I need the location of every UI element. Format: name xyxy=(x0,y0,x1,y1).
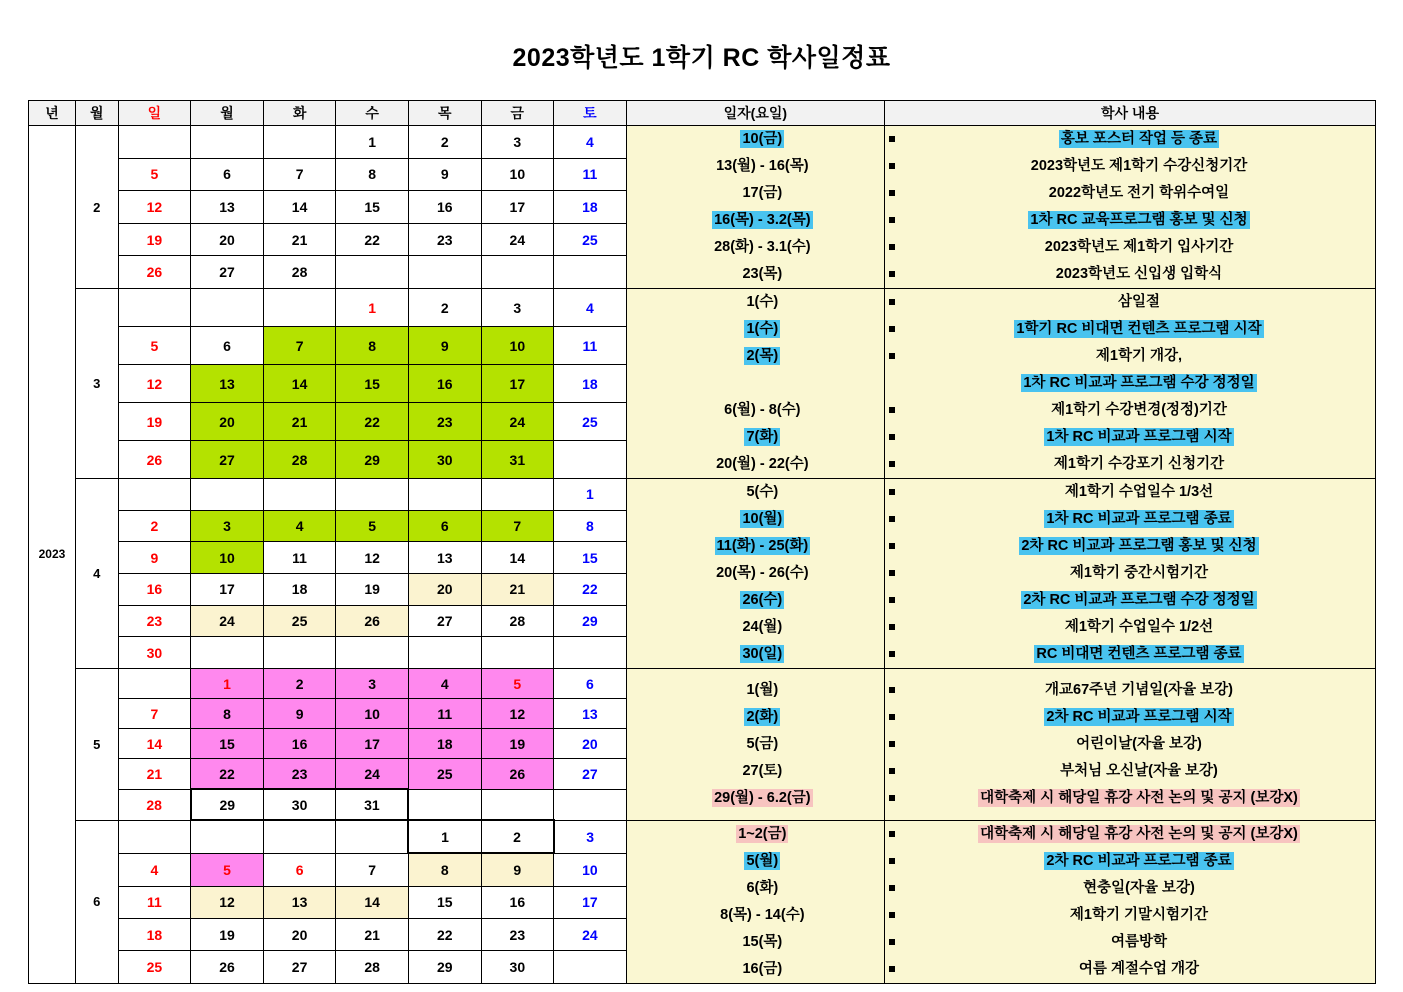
day-cell xyxy=(408,256,481,289)
content-item: 2차 RC 비교과 프로그램 수강 정정일 xyxy=(885,587,1375,614)
day-cell: 15 xyxy=(336,365,409,403)
day-cell: 3 xyxy=(554,820,627,853)
day-cell: 15 xyxy=(191,729,264,759)
day-cell: 7 xyxy=(481,510,554,542)
day-cell: 29 xyxy=(554,605,627,637)
day-cell: 23 xyxy=(263,759,336,790)
day-cell: 21 xyxy=(263,223,336,256)
day-cell: 8 xyxy=(408,853,481,886)
month-cell-4: 4 xyxy=(75,479,118,669)
day-cell xyxy=(554,441,627,479)
date-pane-6 xyxy=(626,820,884,983)
day-cell xyxy=(191,289,264,327)
day-cell: 10 xyxy=(481,327,554,365)
day-cell: 20 xyxy=(191,403,264,441)
day-cell xyxy=(263,126,336,159)
day-cell: 12 xyxy=(336,542,409,574)
day-cell xyxy=(263,820,336,853)
date-pane-3 xyxy=(626,289,884,479)
content-item: 현충일(자율 보강) xyxy=(885,875,1375,902)
day-cell: 18 xyxy=(554,365,627,403)
day-cell: 23 xyxy=(481,918,554,950)
day-cell: 4 xyxy=(408,669,481,699)
content-item: 2023학년도 제1학기 입사기간 xyxy=(885,234,1375,261)
day-cell: 6 xyxy=(263,853,336,886)
day-cell: 27 xyxy=(554,759,627,790)
day-cell: 7 xyxy=(336,853,409,886)
header-friday: 금 xyxy=(481,101,554,126)
day-cell: 2 xyxy=(481,820,554,853)
day-cell: 27 xyxy=(408,605,481,637)
content-item: 제1학기 중간시험기간 xyxy=(885,560,1375,587)
day-cell: 30 xyxy=(263,789,336,820)
content-item: RC 비대면 컨텐츠 프로그램 종료 xyxy=(885,641,1375,668)
day-cell: 8 xyxy=(554,510,627,542)
day-cell: 15 xyxy=(554,542,627,574)
date-item: 1(수) xyxy=(746,294,779,310)
content-item: 2차 RC 비교과 프로그램 시작 xyxy=(885,704,1375,731)
content-item: 2022학년도 전기 학위수여일 xyxy=(885,180,1375,207)
content-item: 2023학년도 신입생 입학식 xyxy=(885,261,1375,288)
day-cell xyxy=(481,256,554,289)
content-item: 삼일절 xyxy=(885,289,1375,316)
date-item: 27(토) xyxy=(742,762,783,779)
table-row xyxy=(29,126,1376,159)
day-cell: 9 xyxy=(408,327,481,365)
content-item: 1차 RC 비교과 프로그램 시작 xyxy=(885,424,1375,451)
day-cell xyxy=(336,820,409,853)
day-cell: 16 xyxy=(118,573,191,605)
content-item: 1차 RC 비교과 프로그램 수강 정정일 xyxy=(1023,375,1255,391)
day-cell xyxy=(554,637,627,669)
day-cell: 18 xyxy=(118,918,191,950)
day-cell: 24 xyxy=(481,223,554,256)
day-cell: 13 xyxy=(263,886,336,918)
content-pane-3 xyxy=(884,289,1375,479)
date-item: 5(금) xyxy=(746,735,779,752)
day-cell: 23 xyxy=(118,605,191,637)
day-cell: 4 xyxy=(118,853,191,886)
day-cell: 27 xyxy=(263,951,336,983)
day-cell: 14 xyxy=(336,886,409,918)
day-cell xyxy=(191,637,264,669)
day-cell: 28 xyxy=(118,789,191,820)
date-item: 2(화) xyxy=(746,708,779,725)
date-item: 5(수) xyxy=(746,484,779,500)
header-tuesday: 화 xyxy=(263,101,336,126)
day-cell: 5 xyxy=(481,669,554,699)
day-cell: 6 xyxy=(554,669,627,699)
day-cell: 2 xyxy=(408,289,481,327)
year-cell: 2023 xyxy=(29,126,76,984)
date-item: 24(월) xyxy=(742,619,783,635)
day-cell: 30 xyxy=(481,951,554,983)
day-cell: 20 xyxy=(263,918,336,950)
day-cell: 11 xyxy=(554,158,627,191)
header-year: 년 xyxy=(29,101,76,126)
date-item: 6(화) xyxy=(746,879,779,896)
day-cell: 28 xyxy=(263,256,336,289)
day-cell: 30 xyxy=(408,441,481,479)
content-item: 홍보 포스터 작업 등 종료 xyxy=(885,126,1375,153)
date-item: 15(목) xyxy=(742,933,783,950)
day-cell: 16 xyxy=(408,365,481,403)
day-cell: 31 xyxy=(481,441,554,479)
content-item: 여름 계절수업 개강 xyxy=(885,956,1375,983)
day-cell: 23 xyxy=(408,403,481,441)
day-cell: 25 xyxy=(408,759,481,790)
day-cell: 3 xyxy=(336,669,409,699)
header-saturday: 토 xyxy=(554,101,627,126)
day-cell xyxy=(554,789,627,820)
header-wednesday: 수 xyxy=(336,101,409,126)
date-pane-5 xyxy=(626,669,884,821)
date-item: 2(목) xyxy=(746,348,779,364)
content-item: 대학축제 시 해당일 휴강 사전 논의 및 공지 (보강X) xyxy=(885,785,1375,812)
page-title: 2023학년도 1학기 RC 학사일정표 xyxy=(512,44,891,72)
day-cell xyxy=(336,479,409,511)
content-item: 제1학기 수업일수 1/3선 xyxy=(885,479,1375,506)
day-cell: 9 xyxy=(481,853,554,886)
day-cell: 16 xyxy=(263,729,336,759)
day-cell: 31 xyxy=(336,789,409,820)
date-item: 10(월) xyxy=(742,511,783,527)
day-cell: 18 xyxy=(263,573,336,605)
day-cell xyxy=(408,479,481,511)
date-item: 8(목) - 14(수) xyxy=(720,906,805,923)
content-item: 제1학기 수업일수 1/2선 xyxy=(885,614,1375,641)
content-item: 부처님 오신날(자율 보강) xyxy=(885,758,1375,785)
day-cell xyxy=(118,820,191,853)
date-item: 1(월) xyxy=(746,681,779,698)
day-cell xyxy=(481,637,554,669)
content-item: 제1학기 수강포기 신청기간 xyxy=(885,451,1375,478)
content-item: 1차 RC 교육프로그램 홍보 및 신청 xyxy=(885,207,1375,234)
academic-calendar-table xyxy=(28,100,1376,984)
day-cell xyxy=(263,289,336,327)
day-cell xyxy=(336,256,409,289)
day-cell: 14 xyxy=(118,729,191,759)
day-cell: 29 xyxy=(336,441,409,479)
date-item: 5(월) xyxy=(746,852,779,869)
day-cell: 4 xyxy=(554,289,627,327)
day-cell: 20 xyxy=(408,573,481,605)
date-item: 17(금) xyxy=(742,185,783,201)
day-cell: 14 xyxy=(263,191,336,224)
day-cell: 10 xyxy=(191,542,264,574)
day-cell: 13 xyxy=(554,699,627,729)
day-cell: 8 xyxy=(191,699,264,729)
day-cell xyxy=(408,789,481,820)
day-cell: 21 xyxy=(336,918,409,950)
day-cell: 9 xyxy=(408,158,481,191)
day-cell xyxy=(191,820,264,853)
day-cell: 11 xyxy=(408,699,481,729)
day-cell: 11 xyxy=(554,327,627,365)
day-cell: 20 xyxy=(191,223,264,256)
day-cell: 22 xyxy=(554,573,627,605)
day-cell: 16 xyxy=(481,886,554,918)
day-cell xyxy=(191,126,264,159)
day-cell: 5 xyxy=(336,510,409,542)
date-item: 7(화) xyxy=(746,429,779,445)
day-cell: 26 xyxy=(336,605,409,637)
day-cell: 19 xyxy=(336,573,409,605)
day-cell: 22 xyxy=(191,759,264,790)
day-cell: 13 xyxy=(191,365,264,403)
day-cell: 25 xyxy=(554,403,627,441)
day-cell: 5 xyxy=(118,327,191,365)
month-cell-3: 3 xyxy=(75,289,118,479)
table-row xyxy=(29,289,1376,327)
day-cell: 1 xyxy=(554,479,627,511)
date-item: 26(수) xyxy=(742,592,783,608)
day-cell: 28 xyxy=(481,605,554,637)
content-item: 대학축제 시 해당일 휴강 사전 논의 및 공지 (보강X) xyxy=(885,821,1375,848)
day-cell: 9 xyxy=(118,542,191,574)
day-cell: 2 xyxy=(118,510,191,542)
day-cell: 24 xyxy=(481,403,554,441)
day-cell xyxy=(481,789,554,820)
day-cell: 22 xyxy=(408,918,481,950)
day-cell: 21 xyxy=(118,759,191,790)
day-cell: 19 xyxy=(118,403,191,441)
day-cell: 1 xyxy=(336,289,409,327)
day-cell: 25 xyxy=(263,605,336,637)
content-item: 여름방학 xyxy=(885,929,1375,956)
day-cell: 13 xyxy=(408,542,481,574)
table-row xyxy=(29,479,1376,511)
day-cell: 16 xyxy=(408,191,481,224)
day-cell: 17 xyxy=(191,573,264,605)
day-cell: 8 xyxy=(336,158,409,191)
day-cell: 19 xyxy=(118,223,191,256)
date-item-spacer xyxy=(627,370,884,397)
day-cell: 7 xyxy=(118,699,191,729)
day-cell: 10 xyxy=(481,158,554,191)
header-sunday: 일 xyxy=(118,101,191,126)
content-item: 제1학기 개강, xyxy=(885,343,1375,370)
date-item: 29(월) - 6.2(금) xyxy=(714,789,811,806)
day-cell: 5 xyxy=(191,853,264,886)
date-item: 13(월) - 16(목) xyxy=(716,158,809,174)
date-item: 6(월) - 8(수) xyxy=(724,402,801,418)
content-item: 2023학년도 제1학기 수강신청기간 xyxy=(885,153,1375,180)
content-item: 제1학기 기말시험기간 xyxy=(885,902,1375,929)
day-cell: 12 xyxy=(118,191,191,224)
content-item: 1학기 RC 비대면 컨텐츠 프로그램 시작 xyxy=(885,316,1375,343)
date-item: 23(목) xyxy=(742,266,783,282)
month-cell-6: 6 xyxy=(75,820,118,983)
day-cell: 17 xyxy=(481,191,554,224)
content-pane-4 xyxy=(884,479,1375,669)
content-item: 2차 RC 비교과 프로그램 종료 xyxy=(885,848,1375,875)
day-cell: 27 xyxy=(191,256,264,289)
day-cell: 13 xyxy=(191,191,264,224)
day-cell: 17 xyxy=(554,886,627,918)
header-content: 학사 내용 xyxy=(884,101,1375,126)
content-pane-6 xyxy=(884,820,1375,983)
day-cell xyxy=(118,289,191,327)
day-cell: 26 xyxy=(481,759,554,790)
day-cell: 19 xyxy=(191,918,264,950)
day-cell: 22 xyxy=(336,223,409,256)
day-cell: 3 xyxy=(191,510,264,542)
day-cell: 3 xyxy=(481,289,554,327)
content-item: 2차 RC 비교과 프로그램 홍보 및 신청 xyxy=(885,533,1375,560)
day-cell: 9 xyxy=(263,699,336,729)
day-cell: 15 xyxy=(408,886,481,918)
content-item: 제1학기 수강변경(정정)기간 xyxy=(885,397,1375,424)
day-cell xyxy=(118,479,191,511)
day-cell: 2 xyxy=(263,669,336,699)
day-cell xyxy=(191,479,264,511)
day-cell: 22 xyxy=(336,403,409,441)
day-cell: 27 xyxy=(191,441,264,479)
day-cell: 21 xyxy=(481,573,554,605)
content-pane-2 xyxy=(884,126,1375,289)
date-item: 16(금) xyxy=(742,960,783,977)
date-item: 20(월) - 22(수) xyxy=(716,456,809,472)
day-cell: 24 xyxy=(336,759,409,790)
content-pane-5 xyxy=(884,669,1375,821)
content-item: 1차 RC 비교과 프로그램 종료 xyxy=(885,506,1375,533)
date-item: 28(화) - 3.1(수) xyxy=(714,239,811,255)
day-cell: 10 xyxy=(336,699,409,729)
day-cell xyxy=(336,637,409,669)
day-cell xyxy=(481,479,554,511)
header-monday: 월 xyxy=(191,101,264,126)
day-cell: 26 xyxy=(191,951,264,983)
day-cell xyxy=(554,951,627,983)
day-cell xyxy=(118,126,191,159)
date-item: 11(화) - 25(화) xyxy=(716,538,809,554)
day-cell: 1 xyxy=(336,126,409,159)
day-cell: 8 xyxy=(336,327,409,365)
day-cell: 24 xyxy=(554,918,627,950)
date-pane-2 xyxy=(626,126,884,289)
day-cell: 11 xyxy=(118,886,191,918)
day-cell: 7 xyxy=(263,158,336,191)
day-cell: 26 xyxy=(118,256,191,289)
day-cell xyxy=(554,256,627,289)
day-cell: 28 xyxy=(336,951,409,983)
header-month: 월 xyxy=(75,101,118,126)
day-cell: 29 xyxy=(408,951,481,983)
day-cell: 11 xyxy=(263,542,336,574)
day-cell: 25 xyxy=(118,951,191,983)
day-cell: 28 xyxy=(263,441,336,479)
table-header-row xyxy=(29,101,1376,126)
day-cell: 4 xyxy=(554,126,627,159)
day-cell: 12 xyxy=(118,365,191,403)
day-cell: 6 xyxy=(191,158,264,191)
date-item: 10(금) xyxy=(742,131,783,147)
day-cell: 21 xyxy=(263,403,336,441)
day-cell: 5 xyxy=(118,158,191,191)
day-cell: 1 xyxy=(191,669,264,699)
day-cell: 24 xyxy=(191,605,264,637)
table-row xyxy=(29,820,1376,853)
date-pane-4 xyxy=(626,479,884,669)
day-cell xyxy=(408,637,481,669)
month-cell-5: 5 xyxy=(75,669,118,821)
day-cell: 1 xyxy=(408,820,481,853)
day-cell: 18 xyxy=(408,729,481,759)
day-cell: 14 xyxy=(481,542,554,574)
date-item: 30(일) xyxy=(742,646,783,662)
header-thursday: 목 xyxy=(408,101,481,126)
date-item: 1~2(금) xyxy=(738,825,787,842)
day-cell: 14 xyxy=(263,365,336,403)
day-cell: 30 xyxy=(118,637,191,669)
day-cell: 26 xyxy=(118,441,191,479)
day-cell: 18 xyxy=(554,191,627,224)
day-cell xyxy=(263,637,336,669)
day-cell: 6 xyxy=(191,327,264,365)
day-cell: 17 xyxy=(481,365,554,403)
day-cell: 6 xyxy=(408,510,481,542)
day-cell: 15 xyxy=(336,191,409,224)
day-cell: 12 xyxy=(191,886,264,918)
day-cell: 2 xyxy=(408,126,481,159)
day-cell xyxy=(118,669,191,699)
day-cell: 4 xyxy=(263,510,336,542)
day-cell: 29 xyxy=(191,789,264,820)
day-cell: 17 xyxy=(336,729,409,759)
day-cell: 10 xyxy=(554,853,627,886)
date-item: 20(목) - 26(수) xyxy=(716,565,809,581)
day-cell: 25 xyxy=(554,223,627,256)
header-date: 일자(요일) xyxy=(626,101,884,126)
content-item: 개교67주년 기념일(자율 보강) xyxy=(885,677,1375,704)
date-item: 1(수) xyxy=(746,321,779,337)
day-cell: 23 xyxy=(408,223,481,256)
content-item: 어린이날(자율 보강) xyxy=(885,731,1375,758)
day-cell: 19 xyxy=(481,729,554,759)
day-cell: 3 xyxy=(481,126,554,159)
table-row xyxy=(29,669,1376,699)
month-cell-2: 2 xyxy=(75,126,118,289)
date-item: 16(목) - 3.2(목) xyxy=(714,212,811,228)
day-cell: 7 xyxy=(263,327,336,365)
day-cell: 12 xyxy=(481,699,554,729)
day-cell xyxy=(263,479,336,511)
day-cell: 20 xyxy=(554,729,627,759)
